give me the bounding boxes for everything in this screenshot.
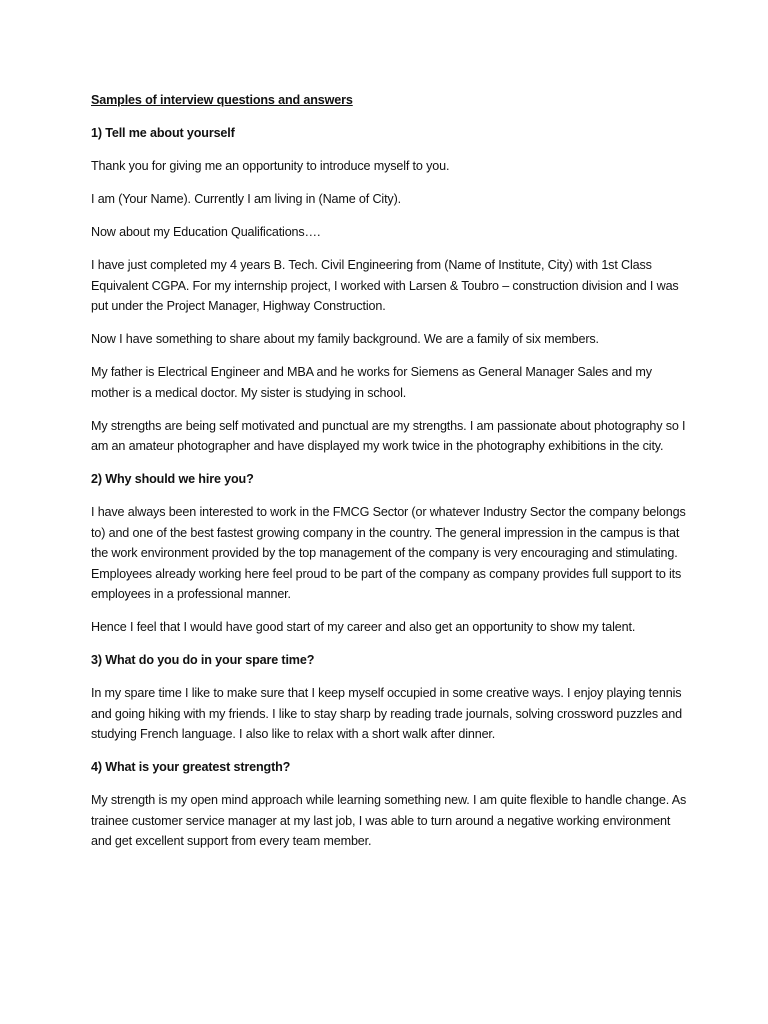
answer-paragraph: I have just completed my 4 years B. Tech. Civil Engineering from (Name of Institute, City) with 1st Class Equivalent CGPA. For my internship project, I worked with Larsen & Toubro – construction division and I was put under the Project Manager, Highway Construction. <box>91 258 679 313</box>
answer-paragraph: Thank you for giving me an opportunity to introduce myself to you. <box>91 159 450 173</box>
question-heading: 3) What do you do in your spare time? <box>91 653 315 667</box>
document-page <box>91 90 691 864</box>
answer-paragraph: I am (Your Name). Currently I am living in (Name of City). <box>91 192 401 206</box>
answer-paragraph: Now I have something to share about my family background. We are a family of six members. <box>91 332 599 346</box>
question-heading: 4) What is your greatest strength? <box>91 760 291 774</box>
answer-paragraph: My strengths are being self motivated and punctual are my strengths. I am passionate about photography so I am an amateur photographer and have displayed my work twice in the photography exhibitions in the city. <box>91 418 686 453</box>
answer-paragraph: I have always been interested to work in the FMCG Sector (or whatever Industry Sector the company belongs to) and one of the best fastest growing company in the country. The general impression in the campus is that the work environment provided by the top management of the company is very encouraging and stimulating. Employees already working here feel proud to be part of the company as company provides full support to its employees in a professional manner. <box>91 505 686 601</box>
question-heading: 2) Why should we hire you? <box>91 472 254 486</box>
answer-paragraph: My strength is my open mind approach while learning something new. I am quite flexible to handle change. As trainee customer service manager at my last job, I was able to turn around a negative working environment and get excellent support from every team member. <box>91 793 687 848</box>
answer-paragraph: Now about my Education Qualifications…. <box>91 225 321 239</box>
document-title: Samples of interview questions and answers <box>91 93 353 107</box>
question-heading: 1) Tell me about yourself <box>91 126 235 140</box>
answer-paragraph: In my spare time I like to make sure that I keep myself occupied in some creative ways. I enjoy playing tennis and going hiking with my friends. I like to stay sharp by reading trade journals, solving crossword puzzles and studying French language. I also like to relax with a short walk after dinner. <box>91 686 682 741</box>
answer-paragraph: Hence I feel that I would have good start of my career and also get an opportunity to show my talent. <box>91 620 636 634</box>
answer-paragraph: My father is Electrical Engineer and MBA and he works for Siemens as General Manager Sales and my mother is a medical doctor. My sister is studying in school. <box>91 365 652 400</box>
